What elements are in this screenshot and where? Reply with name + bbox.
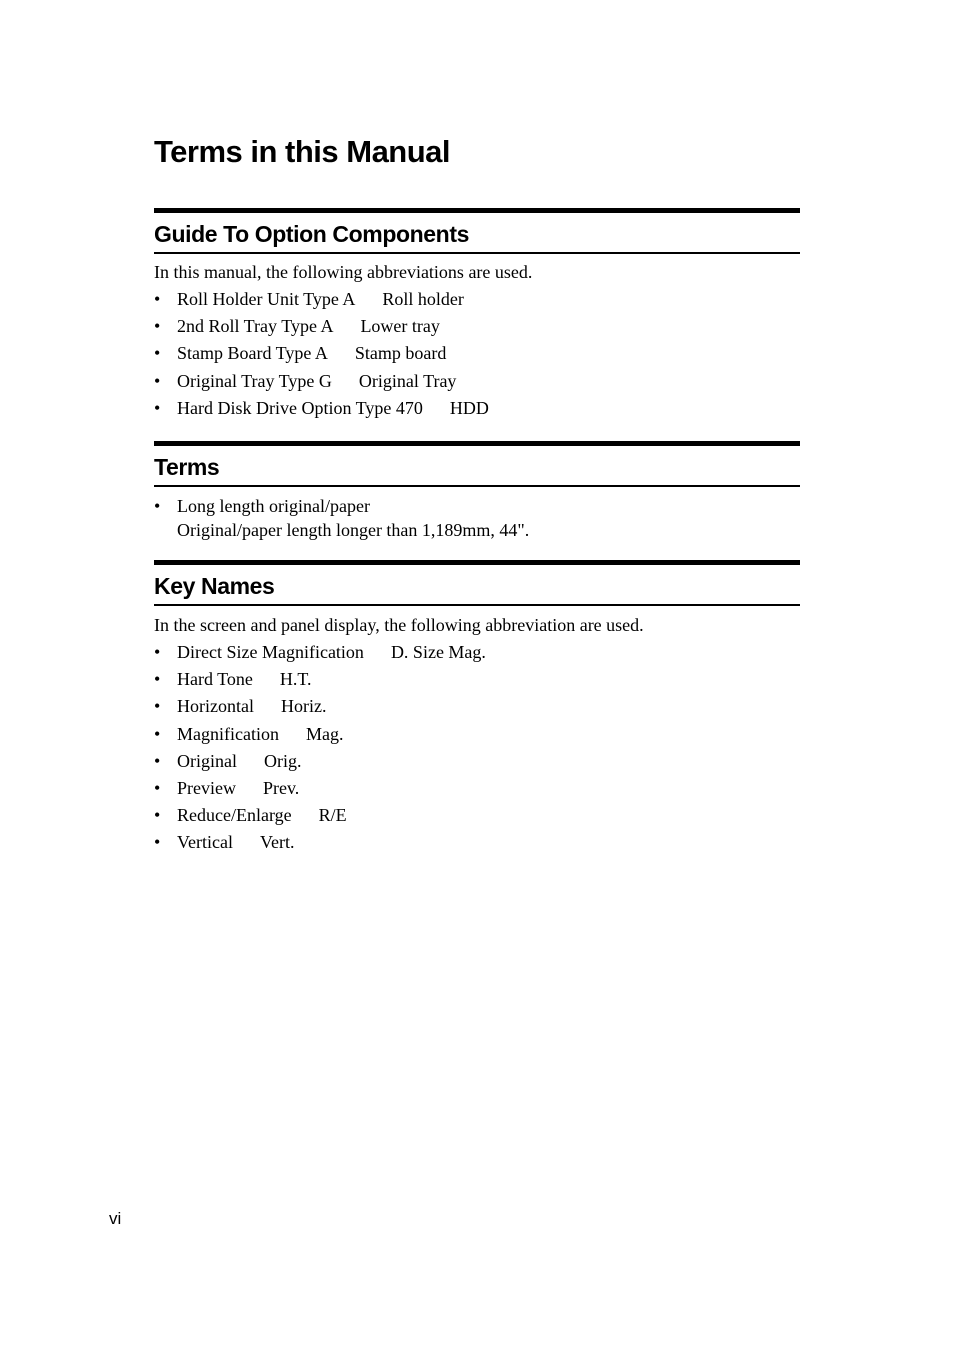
section-guide-to-option-components [154,208,800,423]
term-abbreviation: R/E [318,805,347,826]
term-abbreviation: Lower tray [360,316,440,337]
list-item [154,640,800,664]
term-abbreviation: H.T. [279,669,312,690]
term-abbreviation: D. Size Mag. [390,642,486,662]
bullet-icon: • [154,696,161,717]
bullet-icon: • [154,669,161,690]
page-number: vi [109,1209,122,1228]
term-name: Horizontal [177,696,254,717]
term-name: Roll Holder Unit Type A [177,289,356,309]
list-item [154,722,800,746]
term-name: Original Tray Type G [177,370,332,391]
list-item [154,694,800,718]
term-abbreviation: Vert. [259,832,295,853]
section-terms [154,441,800,545]
list-item [154,494,800,542]
term-abbreviation: Prev. [262,777,300,798]
bullet-icon: • [154,832,161,853]
term-abbreviation: HDD [449,397,489,418]
list-item [154,341,800,365]
term-name: Magnification [177,723,279,744]
section-heading: Key Names [154,560,800,606]
section-key-names [154,560,800,858]
section-heading: Guide To Option Components [154,208,800,254]
terms-list [154,494,800,542]
page-title: Terms in this Manual [154,134,451,169]
list-item [154,287,800,311]
term-abbreviation: Roll holder [382,289,464,309]
list-item [154,314,800,338]
list-item [154,369,800,393]
list-item [154,830,800,854]
term-abbreviation: Original Tray [358,370,457,391]
term-abbreviation: Horiz. [280,696,327,717]
bullet-icon: • [154,496,161,516]
bullet-icon: • [154,750,161,771]
bullet-icon: • [154,343,161,364]
term-abbreviation: Mag. [305,723,344,744]
section-intro: In the screen and panel display, the following abbreviation are used. [154,615,644,635]
abbreviation-list [154,287,800,420]
term-abbreviation: Orig. [264,750,302,771]
bullet-icon: • [154,370,161,391]
bullet-icon: • [154,316,161,337]
term-name: Hard Tone [177,669,253,690]
term-description: Original/paper length longer than 1,189mm, 44". [177,520,530,540]
bullet-icon: • [154,289,161,309]
list-item [154,396,800,420]
list-item [154,749,800,773]
section-intro: In this manual, the following abbreviations are used. [154,262,533,282]
term-name: Direct Size Magnification [177,642,364,662]
bullet-icon: • [154,723,161,744]
term-abbreviation: Stamp board [354,343,447,364]
term-name: Reduce/Enlarge [177,805,292,826]
term-name: Vertical [177,832,233,853]
list-item [154,776,800,800]
term-name: Long length original/paper [177,496,370,516]
term-name: 2nd Roll Tray Type A [177,316,334,337]
section-heading: Terms [154,441,800,487]
list-item [154,667,800,691]
key-name-list [154,640,800,854]
term-name: Hard Disk Drive Option Type 470 [177,397,423,418]
term-name: Preview [177,777,236,798]
bullet-icon: • [154,642,161,662]
bullet-icon: • [154,805,161,826]
bullet-icon: • [154,777,161,798]
list-item [154,803,800,827]
bullet-icon: • [154,397,161,418]
term-name: Original [177,750,237,771]
term-name: Stamp Board Type A [177,343,328,364]
